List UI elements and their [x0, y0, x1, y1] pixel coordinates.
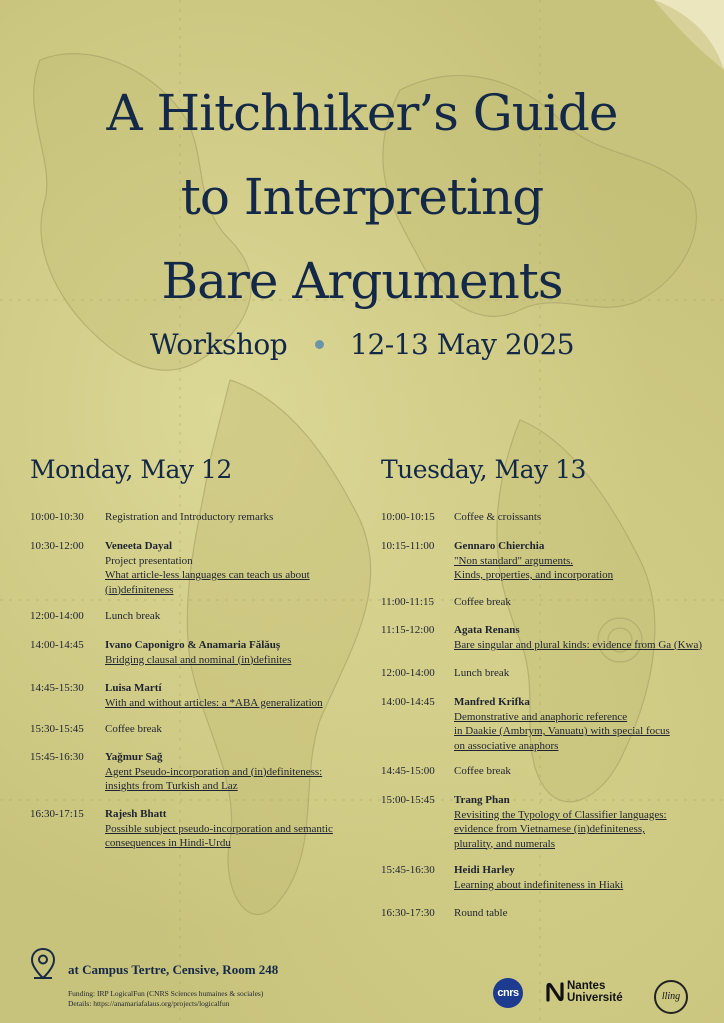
page-curl-icon — [654, 0, 724, 70]
session-label: Registration and Introductory remarks — [105, 511, 274, 523]
talk-title: "Non standard" arguments. — [454, 554, 574, 567]
talk-title: Bridging clausal and nominal (in)definites — [105, 653, 292, 666]
session-details — [454, 539, 613, 583]
session-label: Project presentation — [105, 554, 193, 567]
session-details — [454, 863, 623, 892]
session-time: 10:00-10:30 — [30, 511, 84, 523]
session-time: 15:00-15:45 — [381, 794, 435, 806]
talk-title: evidence from Vietnamese (in)definiteness, — [454, 823, 645, 835]
venue-text: at Campus Tertre, Censive, Room 248 — [68, 962, 279, 977]
session-label: Coffee break — [105, 723, 162, 735]
session-details — [454, 793, 667, 851]
session-details — [105, 510, 273, 525]
session-details — [454, 666, 509, 681]
funding-text: Funding: IRP LogicalFun (CNRS Sciences humaines & sociales) — [68, 989, 264, 998]
speaker-name: Heidi Harley — [454, 864, 515, 876]
speaker-name: Manfred Krifka — [454, 696, 530, 708]
details-text: Details: https://anamariafalaus.org/projects/logicalfun — [68, 999, 230, 1008]
session-label: Round table — [454, 907, 508, 919]
separator-dot-icon — [315, 340, 324, 349]
speaker-name: Gennaro Chierchia — [454, 540, 545, 552]
title-line-1: A Hitchhiker’s Guide — [106, 84, 618, 142]
talk-title: consequences in Hindi-Urdu — [105, 837, 231, 849]
workshop-dates: 12-13 May 2025 — [350, 328, 575, 361]
talk-title: on associative anaphors — [454, 739, 559, 752]
speaker-name: Trang Phan — [454, 794, 510, 806]
subtitle — [0, 328, 724, 361]
session-time: 11:15-12:00 — [381, 624, 435, 636]
talk-title: in Daakie (Ambrym, Vanuatu) with special focus — [454, 725, 670, 737]
session-label: Lunch break — [454, 667, 510, 679]
session-details — [454, 695, 670, 753]
session-time: 15:45-16:30 — [381, 864, 435, 876]
talk-title: Possible subject pseudo-incorporation and semantic — [105, 822, 333, 835]
speaker-name: Rajesh Bhatt — [105, 808, 167, 820]
talk-title: What article-less languages can teach us about — [105, 569, 310, 581]
speaker-name: Ivano Caponigro & Anamaria Fălăuș — [105, 639, 281, 651]
session-time: 15:30-15:45 — [30, 723, 84, 735]
talk-title: plurality, and numerals — [454, 837, 556, 850]
session-details — [105, 609, 160, 624]
nantes-logo-line-1: Nantes — [567, 980, 606, 992]
session-details — [105, 750, 322, 794]
talk-title: Demonstrative and anaphoric reference — [454, 710, 628, 723]
nantes-logo-text — [567, 980, 623, 1004]
session-time: 12:00-14:00 — [381, 667, 435, 679]
speaker-name: Yağmur Sağ — [105, 751, 163, 763]
session-time: 10:30-12:00 — [30, 540, 84, 552]
session-details — [105, 681, 323, 710]
monday-heading: Monday, May 12 — [30, 455, 232, 484]
session-time: 16:30-17:30 — [381, 907, 435, 919]
talk-title: With and without articles: a *ABA generalization — [105, 696, 323, 709]
session-time: 12:00-14:00 — [30, 610, 84, 622]
cnrs-logo: cnrs — [493, 978, 523, 1008]
session-time: 11:00-11:15 — [381, 596, 434, 608]
session-label: Coffee break — [454, 765, 511, 777]
session-label: Lunch break — [105, 610, 161, 622]
session-time: 16:30-17:15 — [30, 808, 84, 820]
talk-title: Revisiting the Typology of Classifier languages: — [454, 808, 667, 821]
nantes-mark-icon — [546, 982, 564, 1002]
speaker-name: Veneeta Dayal — [105, 540, 173, 552]
session-time: 10:15-11:00 — [381, 540, 435, 552]
speaker-name: Luisa Martí — [105, 682, 162, 694]
talk-title: (in)definiteness — [105, 583, 174, 596]
tuesday-heading: Tuesday, May 13 — [381, 455, 586, 484]
session-details — [454, 764, 511, 779]
session-details — [454, 623, 702, 652]
session-details — [105, 638, 291, 667]
speaker-name: Agata Renans — [454, 624, 520, 636]
llling-logo: lling — [654, 980, 688, 1014]
talk-title: Learning about indefiniteness in Hiaki — [454, 878, 624, 891]
location-pin-icon — [30, 947, 56, 981]
session-time: 14:45-15:00 — [381, 765, 435, 777]
session-label: Coffee break — [454, 596, 511, 608]
talk-title: Bare singular and plural kinds: evidence from Ga (Kwa) — [454, 638, 703, 651]
session-time: 14:00-14:45 — [30, 639, 84, 651]
talk-title: insights from Turkish and Laz — [105, 780, 238, 792]
session-label: Coffee & croissants — [454, 511, 542, 523]
session-details — [454, 510, 541, 525]
workshop-label: Workshop — [149, 328, 288, 361]
session-details — [105, 722, 162, 737]
session-details — [105, 539, 310, 597]
session-details — [105, 807, 333, 851]
session-details — [454, 595, 511, 610]
title-line-2: to Interpreting — [180, 168, 544, 226]
talk-title: Agent Pseudo-incorporation and (in)definiteness: — [105, 765, 323, 778]
session-details — [454, 906, 507, 921]
nantes-logo-line-2: Université — [567, 992, 623, 1004]
session-time: 14:45-15:30 — [30, 682, 84, 694]
session-time: 14:00-14:45 — [381, 696, 435, 708]
talk-title: Kinds, properties, and incorporation — [454, 569, 614, 581]
title-line-3: Bare Arguments — [161, 252, 563, 310]
session-time: 10:00-10:15 — [381, 511, 435, 523]
session-time: 15:45-16:30 — [30, 751, 84, 763]
